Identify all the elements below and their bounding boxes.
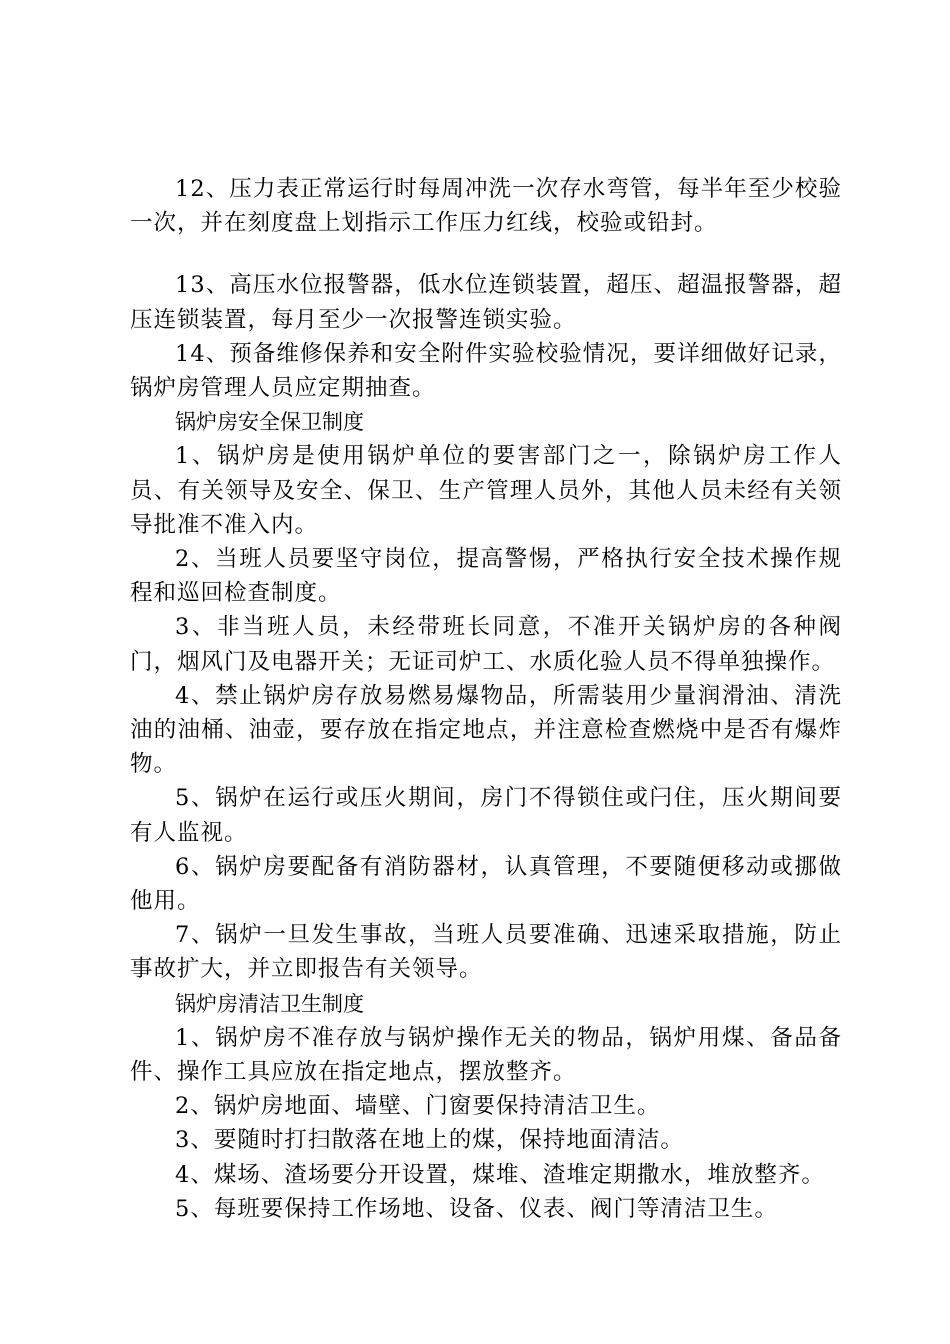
cleaning-paragraph-3: 3、要随时打扫散落在地上的煤，保持地面清洁。 xyxy=(175,1127,684,1154)
security-paragraph-7: 7、锅炉一旦发生事故，当班人员要准确、迅速采取措施，防止事故扩大，并立即报告有关领导。 xyxy=(130,922,842,983)
cleaning-paragraph-5: 5、每班要保持工作场地、设备、仪表、阀门等清洁卫生。 xyxy=(175,1195,778,1222)
section-heading-security: 锅炉房安全保卫制度 xyxy=(175,410,364,435)
paragraph-12: 12、压力表正常运行时每周冲洗一次存水弯管，每半年至少校验一次，并在刻度盘上划指示工作压力红线，校验或铅封。 xyxy=(130,176,842,237)
section-heading-cleaning: 锅炉房清洁卫生制度 xyxy=(175,991,364,1016)
paragraph-gap xyxy=(130,240,842,268)
security-paragraph-5: 5、锅炉在运行或压火期间，房门不得锁住或闩住，压火期间要有人监视。 xyxy=(130,785,842,846)
cleaning-paragraph-4: 4、煤场、渣场要分开设置，煤堆、渣堆定期撒水，堆放整齐。 xyxy=(175,1161,825,1188)
paragraph-14: 14、预备维修保养和安全附件实验校验情况，要详细做好记录，锅炉房管理人员应定期抽查。 xyxy=(130,340,842,402)
security-paragraph-2: 2、当班人员要坚守岗位，提高警惕，严格执行安全技术操作规程和巡回检查制度。 xyxy=(130,546,842,607)
document-body xyxy=(130,172,842,1226)
cleaning-paragraph-2: 2、锅炉房地面、墙壁、门窗要保持清洁卫生。 xyxy=(175,1093,661,1120)
security-paragraph-4: 4、禁止锅炉房存放易燃易爆物品，所需装用少量润滑油、清洗油的油桶、油壶，要存放在指定地点，并注意检查燃烧中是否有爆炸物。 xyxy=(130,682,842,778)
security-paragraph-6: 6、锅炉房要配备有消防器材，认真管理，不要随便移动或挪做他用。 xyxy=(130,853,842,915)
cleaning-paragraph-1: 1、锅炉房不准存放与锅炉操作无关的物品，锅炉用煤、备品备件、操作工具应放在指定地点，摆放整齐。 xyxy=(130,1024,842,1086)
paragraph-13: 13、高压水位报警器，低水位连锁装置，超压、超温报警器，超压连锁装置，每月至少一次报警连锁实验。 xyxy=(130,272,842,333)
security-paragraph-3: 3、非当班人员，未经带班长同意，不准开关锅炉房的各种阀门，烟风门及电器开关；无证司炉工、水质化验人员不得单独操作。 xyxy=(130,614,842,675)
security-paragraph-1: 1、锅炉房是使用锅炉单位的要害部门之一，除锅炉房工作人员、有关领导及安全、保卫、生产管理人员外，其他人员未经有关领导批准不准入内。 xyxy=(130,443,842,538)
